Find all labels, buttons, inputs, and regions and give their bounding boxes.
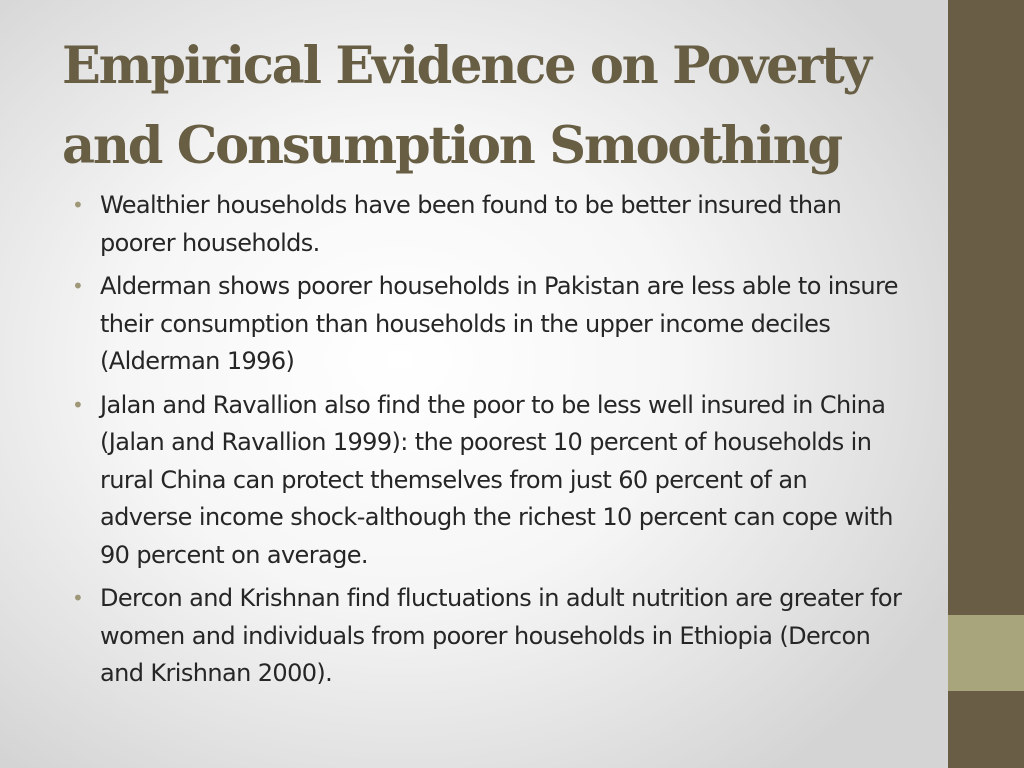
slide-title: Empirical Evidence on Poverty and Consumption Smoothing bbox=[62, 36, 870, 176]
bullet-item bbox=[72, 268, 902, 381]
bullet-dot-icon: • bbox=[72, 586, 84, 610]
bullet-text: Alderman shows poorer households in Pakistan are less able to insure their consumption than households in the upper income deciles (Alderman 1996) bbox=[100, 272, 898, 375]
bullet-item bbox=[72, 580, 902, 693]
side-accent-block bbox=[948, 615, 1024, 691]
bullet-dot-icon: • bbox=[72, 193, 84, 217]
bullet-item bbox=[72, 387, 902, 575]
bullet-text: Dercon and Krishnan find fluctuations in adult nutrition are greater for women and individuals from poorer households in Ethiopia (Dercon and Krishnan 2000). bbox=[100, 584, 902, 687]
bullet-text: Wealthier households have been found to be better insured than poorer households. bbox=[100, 191, 842, 257]
bullet-dot-icon: • bbox=[72, 392, 84, 417]
bullet-list bbox=[72, 187, 902, 699]
bullet-text: Jalan and Ravallion also find the poor to be less well insured in China (Jalan and Ravallion 1999): the poorest 10 percent of households in rural China can protect themselves from just 60 percent of an adverse income shock-although the richest 10 percent can cope with 90 percent on average. bbox=[100, 390, 893, 569]
bullet-item bbox=[72, 187, 902, 262]
bullet-dot-icon: • bbox=[72, 274, 84, 298]
